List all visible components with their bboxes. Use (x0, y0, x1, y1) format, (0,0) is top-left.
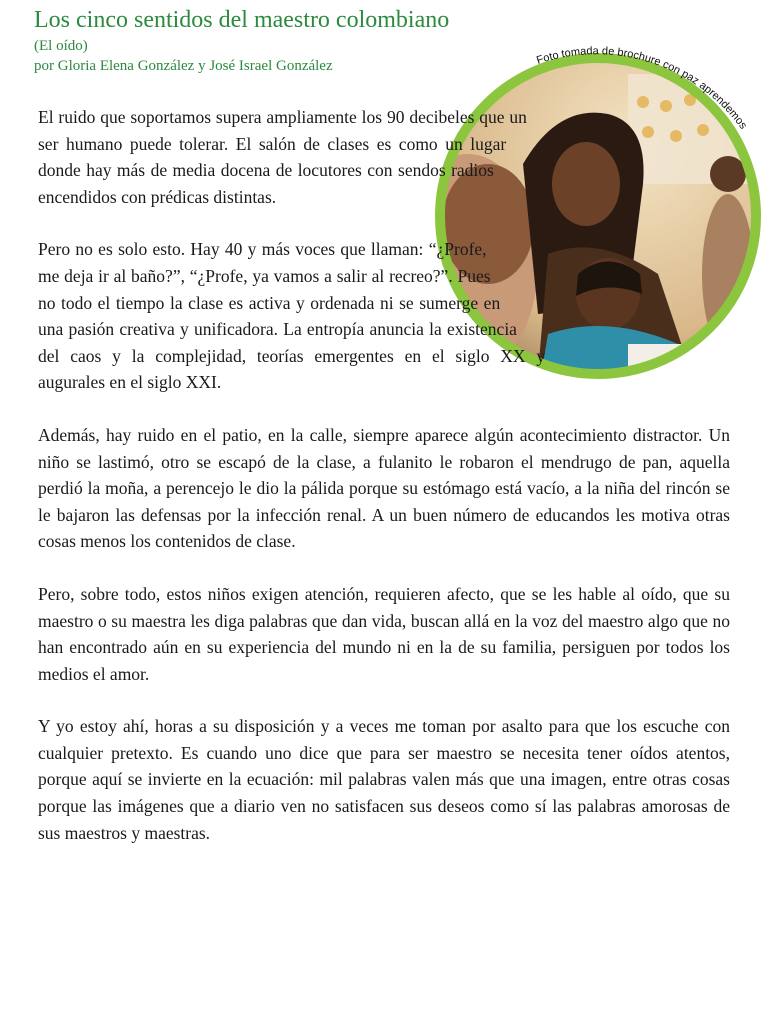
paragraph-1-text: El ruido que soportamos supera ampliamente los 90 decibeles que un ser humano puede tolerar. El salón de clases es como un lugar donde hay más de media docena de locutores con sendos radios encendidos con prédicas distintas. (38, 107, 527, 207)
article-byline: por Gloria Elena González y José Israel González (34, 58, 333, 74)
paragraph-1 (38, 104, 730, 210)
paragraph-4: Pero, sobre todo, estos niños exigen atención, requieren afecto, que se les hable al oído, que su maestro o su maestra les diga palabras que dan vida, buscan allá en la voz del maestro algo que no han encontrado aún en su experiencia del mundo ni en la de su familia, persiguen por todos los medios el amor. (38, 583, 730, 684)
article-title: Los cinco sentidos del maestro colombiano (34, 7, 450, 33)
article-body (38, 104, 730, 872)
paragraph-3: Además, hay ruido en el patio, en la calle, siempre aparece algún acontecimiento distractor. Un niño se lastimó, otro se escapó de la clase, a fulanito le robaron el mendrugo de pan, aquella perdió la moña, a perencejo le dio la pálida porque su estómago está vacío, a la niña del rincón se le bajaron las defensas por la infección renal. A un buen número de educandos les motiva otras cosas menos los contenidos de clase. (38, 424, 730, 552)
paragraph-2: Pero no es solo esto. Hay 40 y más voces que llaman: “¿Profe, me deja ir al baño?”, “¿Profe, ya vamos a salir al recreo?”. Pues no todo el tiempo la clase es activa y ordenada ni se sumerge en una pasión creativa y unificadora. La entropía anuncia la existencia del caos y la complejidad, teorías emergentes en el siglo XX y augurales en el siglo XXI. (38, 239, 546, 393)
paragraph-5: Y yo estoy ahí, horas a su disposición y a veces me toman por asalto para que los escuche con cualquier pretexto. Es cuando uno dice que para ser maestro se necesita tener oídos atentos, porque aquí se invierte en la ecuación: mil palabras valen más que una imagen, entre otras cosas porque las imágenes que a diario ven no satisfacen sus deseos como sí las palabras amorosas de sus maestros y maestras. (38, 716, 730, 843)
article-subtitle: (El oído) (34, 38, 88, 54)
article-header (34, 4, 449, 76)
photo-caption: Foto tomada de brochure con paz aprendemos (535, 45, 750, 132)
